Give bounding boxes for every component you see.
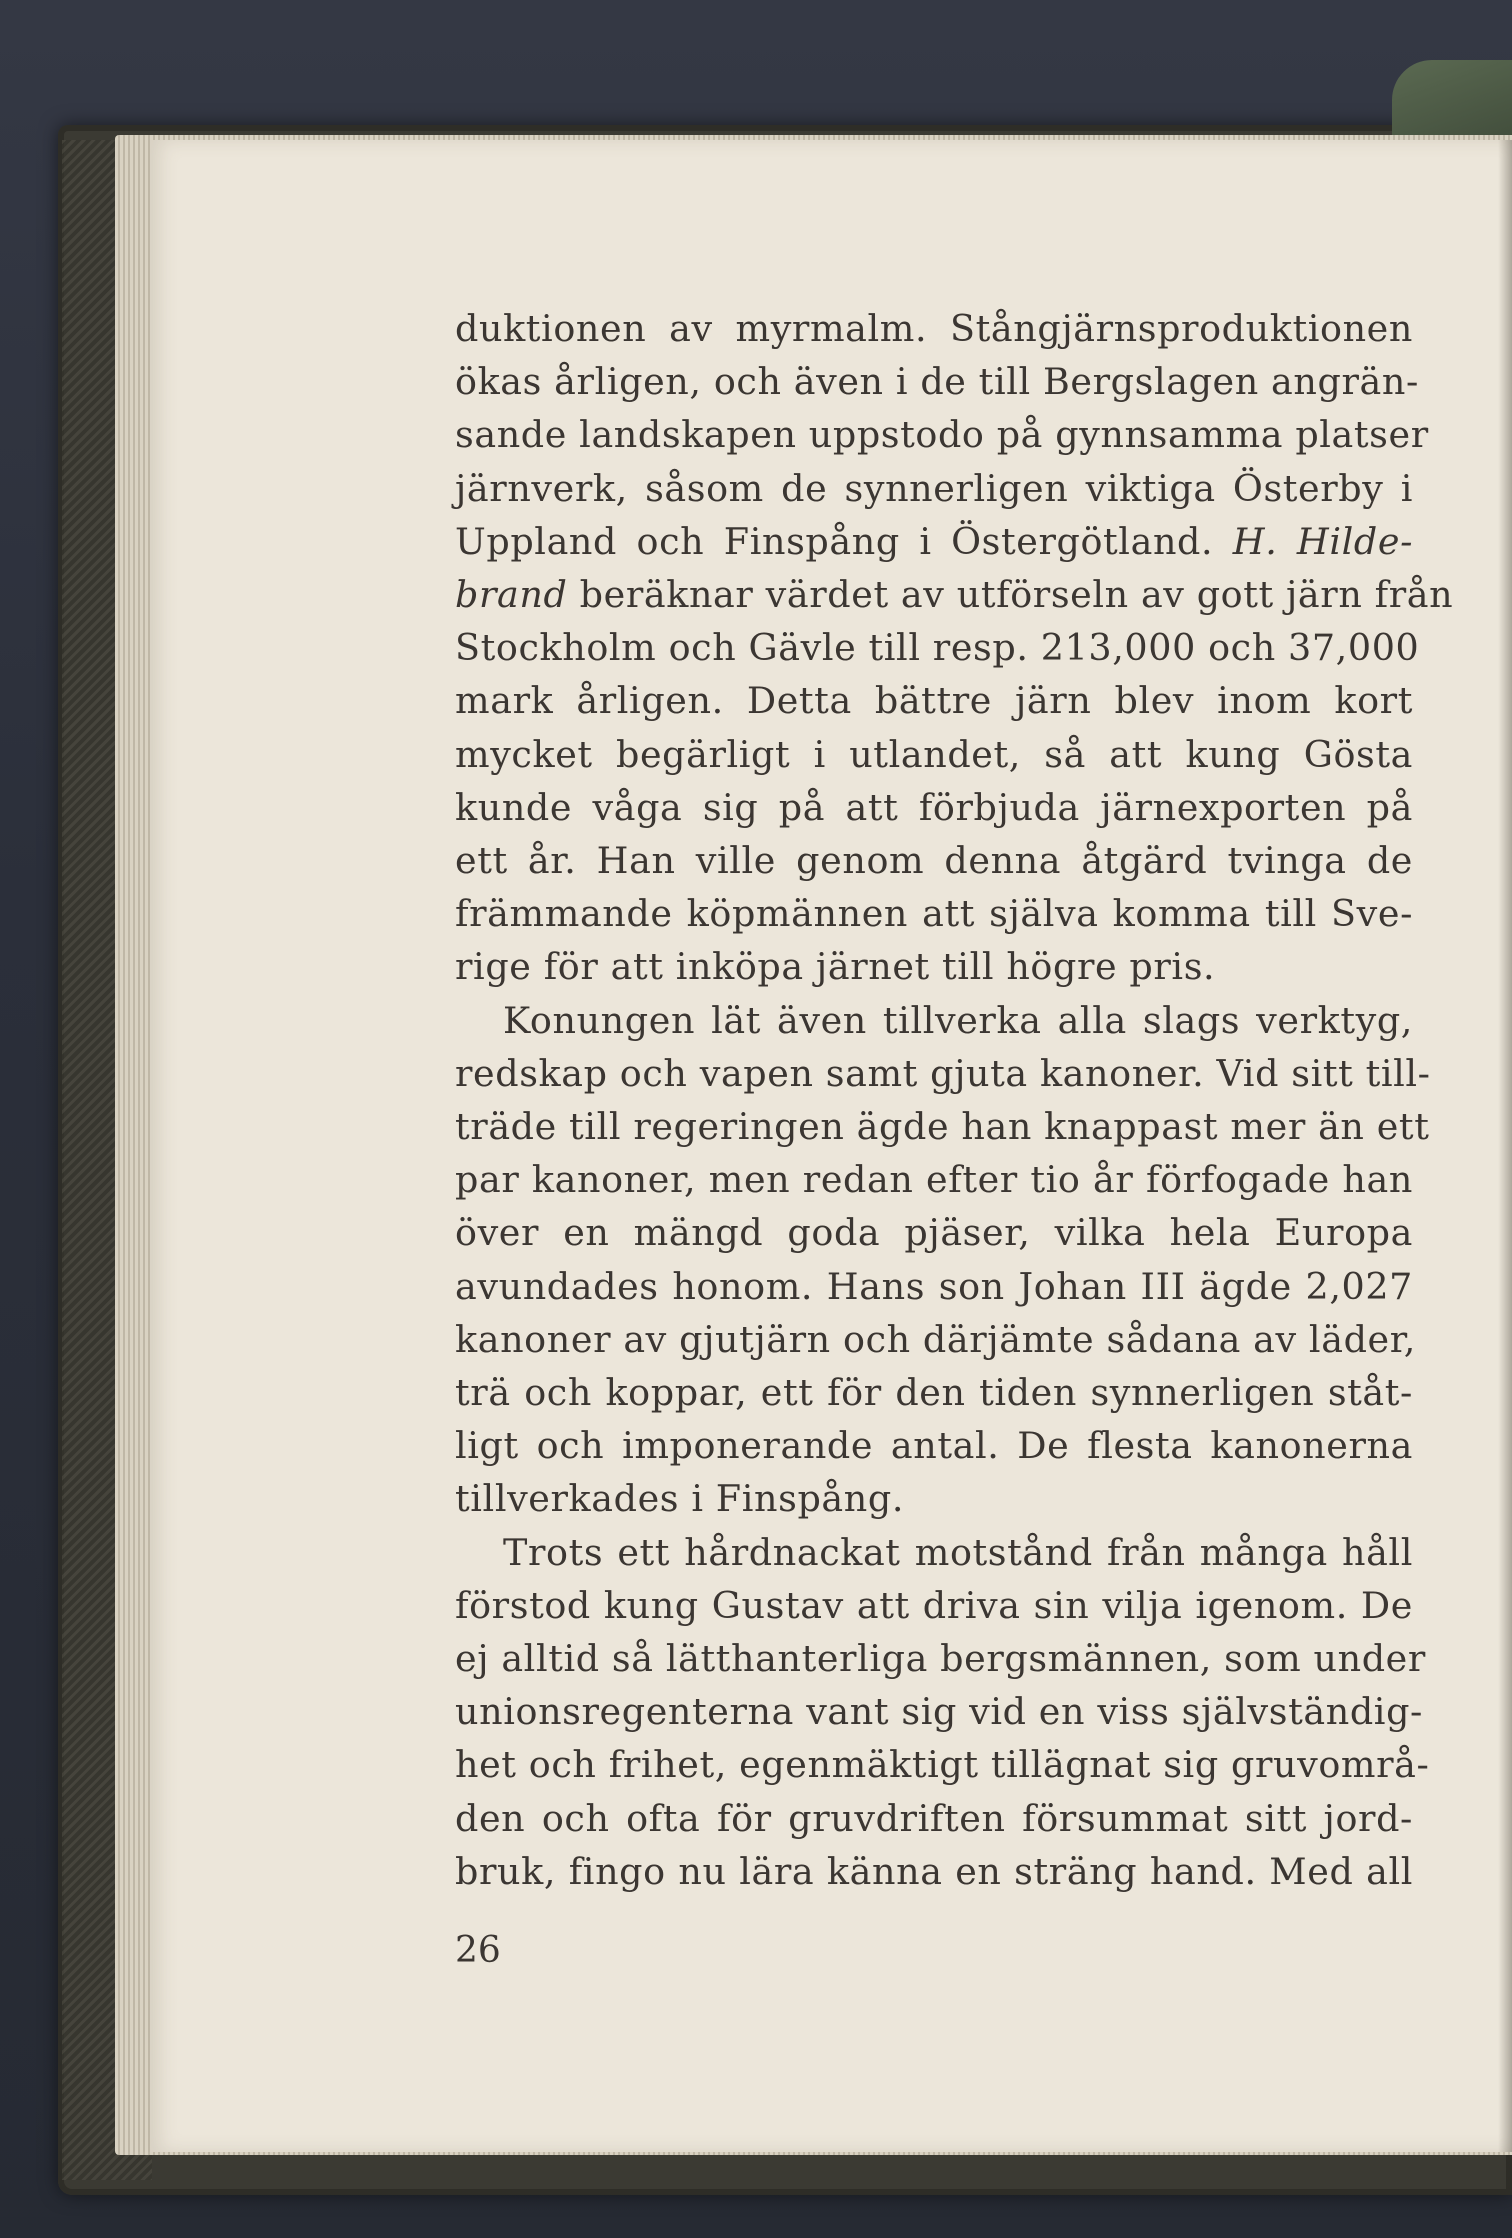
text-line: ökas årligen, och även i de till Bergslagen angrän- [455,360,1419,404]
text-line: främmande köpmännen att själva komma till Sve- [455,892,1413,936]
text-line: kunde våga sig på att förbjuda järnexporten på [455,785,1413,829]
text-line: ett år. Han ville genom denna åtgärd tvinga de [455,839,1413,883]
text-line: förstod kung Gustav att driva sin vilja igenom. De [455,1583,1413,1627]
text-line: ej alltid så lätthanterliga bergsmännen, som under [455,1637,1426,1681]
text-line: rige för att inköpa järnet till högre pris. [455,945,1216,989]
text-line: par kanoner, men redan efter tio år förfogade han [455,1158,1413,1202]
text-line: ligt och imponerande antal. De flesta kanonerna [455,1424,1413,1468]
text-line: redskap och vapen samt gjuta kanoner. Vid sitt till- [455,1051,1431,1095]
text-line: över en mängd goda pjäser, vilka hela Europa [455,1211,1413,1255]
paragraph-1 [455,302,1454,994]
text-line: bruk, fingo nu lära känna en sträng hand. Med all [455,1849,1413,1893]
text-line: mycket begärligt i utlandet, så att kung Gösta [455,732,1413,776]
text-line: duktionen av myrmalm. Stångjärnsproduktionen [455,307,1413,350]
text-line: kanoner av gjutjärn och därjämte sådana av läder, [455,1317,1416,1361]
author-name-italic: H. Hilde- [1232,519,1413,563]
text-line: trä och koppar, ett för den tiden synnerligen ståt- [455,1371,1413,1415]
page-number: 26 [455,1930,501,1971]
text-line: järnverk, såsom de synnerligen viktiga Österby i [455,466,1413,510]
text-line: den och ofta för gruvdriften försummat sitt jord- [455,1796,1413,1840]
text-line: sande landskapen uppstodo på gynnsamma platser [455,413,1429,457]
paragraph-3 [455,1526,1430,1898]
text-line: Stockholm och Gävle till resp. 213,000 och 37,000 [455,626,1420,670]
page-body-text [455,302,1454,1898]
text-line: träde till regeringen ägde han knappast mer än ett [455,1105,1430,1149]
text-line: tillverkades i Finspång. [455,1477,905,1521]
text-line: avundades honom. Hans son Johan III ägde 2,027 [455,1264,1413,1308]
text-line: Konungen lät även tillverka alla slags verktyg, [503,998,1413,1042]
text-line: het och frihet, egenmäktigt tillägnat sig gruvområ- [455,1743,1430,1787]
text-line: brand beräknar värdet av utförseln av gott järn från [455,573,1454,617]
text-line: mark årligen. Detta bättre järn blev inom kort [455,679,1413,723]
paragraph-2 [455,994,1431,1526]
author-name-italic: brand [455,573,568,617]
text-line: Trots ett hårdnackat motstånd från många håll [503,1530,1413,1574]
text-line: unionsregenterna vant sig vid en viss självständig- [455,1690,1423,1734]
text-line: Uppland och Finspång i Östergötland. H. Hilde- [455,519,1413,563]
